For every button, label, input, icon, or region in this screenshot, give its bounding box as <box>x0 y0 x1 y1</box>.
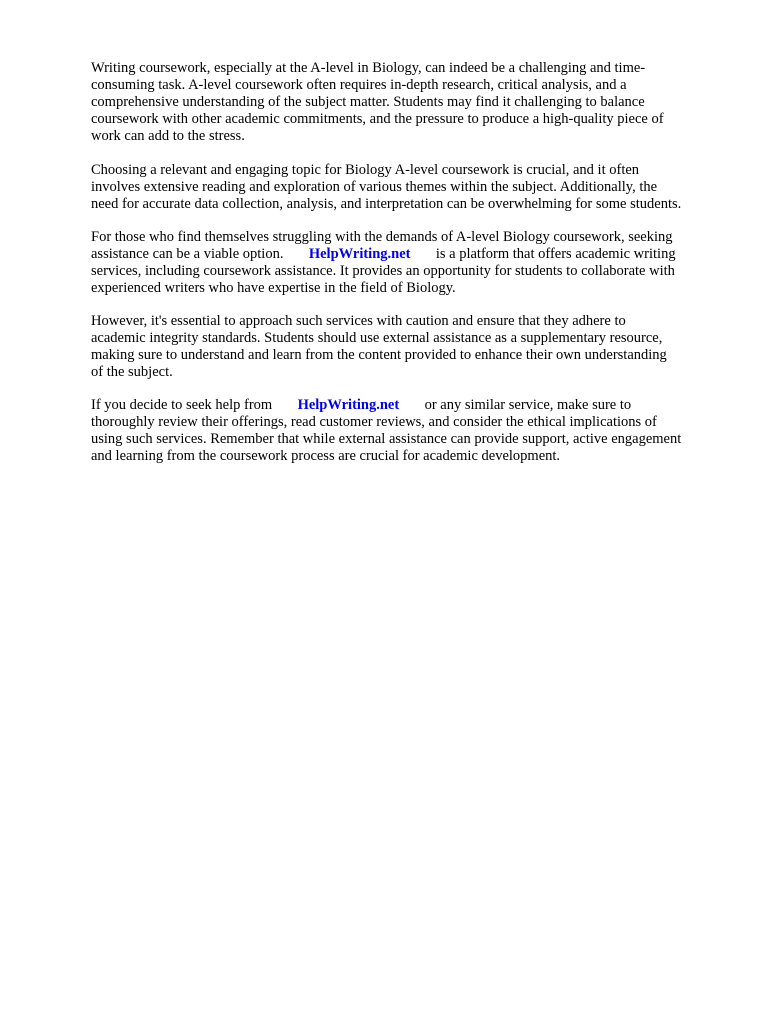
helpwriting-link[interactable]: HelpWriting.net <box>297 397 400 413</box>
paragraph-line: academic integrity standards. Students should use external assistance as a supplementary resource, <box>91 330 663 346</box>
paragraph-intro <box>91 60 664 145</box>
paragraph-line: However, it's essential to approach such services with caution and ensure that they adhere to <box>91 313 626 329</box>
paragraph-line: work can add to the stress. <box>91 128 245 144</box>
paragraph-line: services, including coursework assistance. It provides an opportunity for students to collaborate with <box>91 263 675 279</box>
paragraph-line: Choosing a relevant and engaging topic for Biology A-level coursework is crucial, and it often <box>91 162 640 178</box>
paragraph-conclusion <box>91 397 681 465</box>
paragraph-line: need for accurate data collection, analysis, and interpretation can be overwhelming for some students. <box>91 196 682 212</box>
paragraph-line: experienced writers who have expertise in the field of Biology. <box>91 280 456 296</box>
paragraph-caution <box>91 313 667 381</box>
paragraph-line <box>91 246 676 263</box>
paragraph-line <box>91 397 681 414</box>
paragraph-topic <box>91 162 681 213</box>
paragraph-line: and learning from the coursework process are crucial for academic development. <box>91 448 561 464</box>
paragraph-assistance <box>91 229 676 297</box>
line-text-before-link: If you decide to seek help from <box>91 397 273 413</box>
paragraph-line: thoroughly review their offerings, read customer reviews, and consider the ethical implications of <box>91 414 657 430</box>
paragraph-line: involves extensive reading and exploration of various themes within the subject. Additionally, the <box>91 179 658 195</box>
line-text-after-link: or any similar service, make sure to <box>424 397 632 413</box>
paragraph-line: For those who find themselves struggling with the demands of A-level Biology coursework, seeking <box>91 229 673 245</box>
paragraph-line: consuming task. A-level coursework often requires in-depth research, critical analysis, and a <box>91 77 627 93</box>
paragraph-line: comprehensive understanding of the subject matter. Students may find it challenging to balance <box>91 94 645 110</box>
paragraph-line: making sure to understand and learn from the content provided to enhance their own understanding <box>91 347 667 363</box>
line-text-after-link: is a platform that offers academic writing <box>435 246 676 262</box>
paragraph-line: using such services. Remember that while external assistance can provide support, active engagement <box>91 431 682 447</box>
helpwriting-link[interactable]: HelpWriting.net <box>308 246 411 262</box>
paragraph-line: of the subject. <box>91 364 173 380</box>
paragraph-line: coursework with other academic commitments, and the pressure to produce a high-quality piece of <box>91 111 664 127</box>
line-text-before-link: assistance can be a viable option. <box>91 246 284 262</box>
paragraph-line: Writing coursework, especially at the A-level in Biology, can indeed be a challenging and time- <box>91 60 646 76</box>
